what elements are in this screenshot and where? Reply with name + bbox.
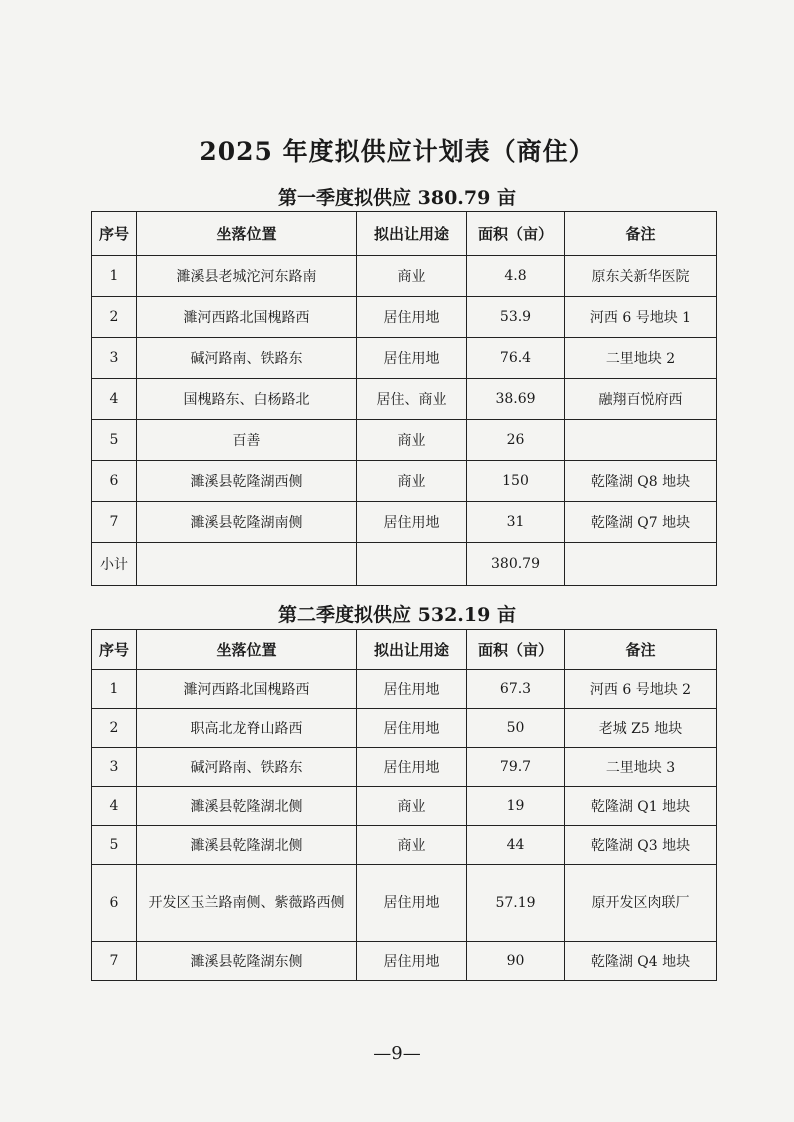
row-use: 商业 xyxy=(357,461,467,502)
row-note xyxy=(565,420,717,461)
row-location: 濉溪县乾隆湖西侧 xyxy=(137,461,357,502)
row-use: 居住用地 xyxy=(357,670,467,709)
row-idx: 4 xyxy=(92,787,137,826)
q1-table xyxy=(91,211,717,586)
page-number: —9— xyxy=(373,1043,421,1064)
row-location: 濉河西路北国槐路西 xyxy=(137,670,357,709)
table-row xyxy=(92,338,717,379)
row-idx: 5 xyxy=(92,420,137,461)
q2-title: 第二季度拟供应 532.19 亩 xyxy=(278,604,516,626)
header-idx: 序号 xyxy=(92,630,137,670)
row-use: 商业 xyxy=(357,256,467,297)
header-location: 坐落位置 xyxy=(137,212,357,256)
row-idx: 5 xyxy=(92,826,137,865)
row-note: 融翔百悦府西 xyxy=(565,379,717,420)
page-title: 2025 年度拟供应计划表（商住） xyxy=(199,137,595,166)
table-row xyxy=(92,461,717,502)
subtotal-label: 小计 xyxy=(92,543,137,586)
row-idx: 7 xyxy=(92,942,137,981)
q2-table xyxy=(91,629,717,981)
row-idx: 1 xyxy=(92,256,137,297)
row-location: 濉溪县老城沱河东路南 xyxy=(137,256,357,297)
table-row xyxy=(92,420,717,461)
subtotal-empty xyxy=(357,543,467,586)
row-location: 碱河路南、铁路东 xyxy=(137,748,357,787)
subtotal-empty xyxy=(137,543,357,586)
row-idx: 3 xyxy=(92,338,137,379)
row-location: 濉溪县乾隆湖南侧 xyxy=(137,502,357,543)
row-note: 河西 6 号地块 1 xyxy=(565,297,717,338)
row-area: 90 xyxy=(467,942,565,981)
row-area: 50 xyxy=(467,709,565,748)
row-idx: 6 xyxy=(92,461,137,502)
row-use: 居住用地 xyxy=(357,338,467,379)
table-row xyxy=(92,748,717,787)
row-idx: 1 xyxy=(92,670,137,709)
row-use: 商业 xyxy=(357,420,467,461)
header-use: 拟出让用途 xyxy=(357,212,467,256)
header-idx: 序号 xyxy=(92,212,137,256)
row-idx: 2 xyxy=(92,709,137,748)
row-location: 开发区玉兰路南侧、紫薇路西侧 xyxy=(137,865,357,942)
row-area: 150 xyxy=(467,461,565,502)
row-note: 二里地块 2 xyxy=(565,338,717,379)
subtotal-empty xyxy=(565,543,717,586)
row-use: 商业 xyxy=(357,787,467,826)
table-row xyxy=(92,670,717,709)
header-note: 备注 xyxy=(565,630,717,670)
table-row xyxy=(92,297,717,338)
row-note: 二里地块 3 xyxy=(565,748,717,787)
row-use: 居住用地 xyxy=(357,942,467,981)
table-row xyxy=(92,787,717,826)
row-area: 31 xyxy=(467,502,565,543)
row-idx: 3 xyxy=(92,748,137,787)
row-location: 濉河西路北国槐路西 xyxy=(137,297,357,338)
header-use: 拟出让用途 xyxy=(357,630,467,670)
header-note: 备注 xyxy=(565,212,717,256)
subtotal-row xyxy=(92,543,717,586)
table-header-row xyxy=(92,212,717,256)
row-note: 乾隆湖 Q7 地块 xyxy=(565,502,717,543)
row-note: 乾隆湖 Q4 地块 xyxy=(565,942,717,981)
row-idx: 4 xyxy=(92,379,137,420)
row-area: 76.4 xyxy=(467,338,565,379)
row-area: 53.9 xyxy=(467,297,565,338)
row-use: 商业 xyxy=(357,826,467,865)
row-note: 原开发区肉联厂 xyxy=(565,865,717,942)
row-note: 原东关新华医院 xyxy=(565,256,717,297)
row-area: 38.69 xyxy=(467,379,565,420)
row-location: 濉溪县乾隆湖北侧 xyxy=(137,826,357,865)
table-row xyxy=(92,379,717,420)
row-use: 居住用地 xyxy=(357,502,467,543)
row-location: 濉溪县乾隆湖北侧 xyxy=(137,787,357,826)
row-location: 国槐路东、白杨路北 xyxy=(137,379,357,420)
table-row xyxy=(92,256,717,297)
row-idx: 7 xyxy=(92,502,137,543)
row-note: 河西 6 号地块 2 xyxy=(565,670,717,709)
row-use: 居住、商业 xyxy=(357,379,467,420)
row-area: 67.3 xyxy=(467,670,565,709)
row-note: 乾隆湖 Q1 地块 xyxy=(565,787,717,826)
table-row xyxy=(92,826,717,865)
row-note: 乾隆湖 Q3 地块 xyxy=(565,826,717,865)
row-area: 26 xyxy=(467,420,565,461)
header-area: 面积（亩） xyxy=(467,630,565,670)
row-area: 4.8 xyxy=(467,256,565,297)
row-note: 老城 Z5 地块 xyxy=(565,709,717,748)
row-idx: 6 xyxy=(92,865,137,942)
row-location: 濉溪县乾隆湖东侧 xyxy=(137,942,357,981)
row-use: 居住用地 xyxy=(357,297,467,338)
table-row xyxy=(92,709,717,748)
row-location: 碱河路南、铁路东 xyxy=(137,338,357,379)
row-use: 居住用地 xyxy=(357,709,467,748)
row-area: 44 xyxy=(467,826,565,865)
table-header-row xyxy=(92,630,717,670)
row-area: 19 xyxy=(467,787,565,826)
table-row xyxy=(92,865,717,942)
subtotal-area: 380.79 xyxy=(467,543,565,586)
table-row xyxy=(92,502,717,543)
header-location: 坐落位置 xyxy=(137,630,357,670)
table-row xyxy=(92,942,717,981)
row-area: 57.19 xyxy=(467,865,565,942)
row-area: 79.7 xyxy=(467,748,565,787)
header-area: 面积（亩） xyxy=(467,212,565,256)
row-use: 居住用地 xyxy=(357,865,467,942)
row-location: 职高北龙脊山路西 xyxy=(137,709,357,748)
q1-title: 第一季度拟供应 380.79 亩 xyxy=(278,187,516,209)
row-idx: 2 xyxy=(92,297,137,338)
row-location: 百善 xyxy=(137,420,357,461)
row-use: 居住用地 xyxy=(357,748,467,787)
row-note: 乾隆湖 Q8 地块 xyxy=(565,461,717,502)
